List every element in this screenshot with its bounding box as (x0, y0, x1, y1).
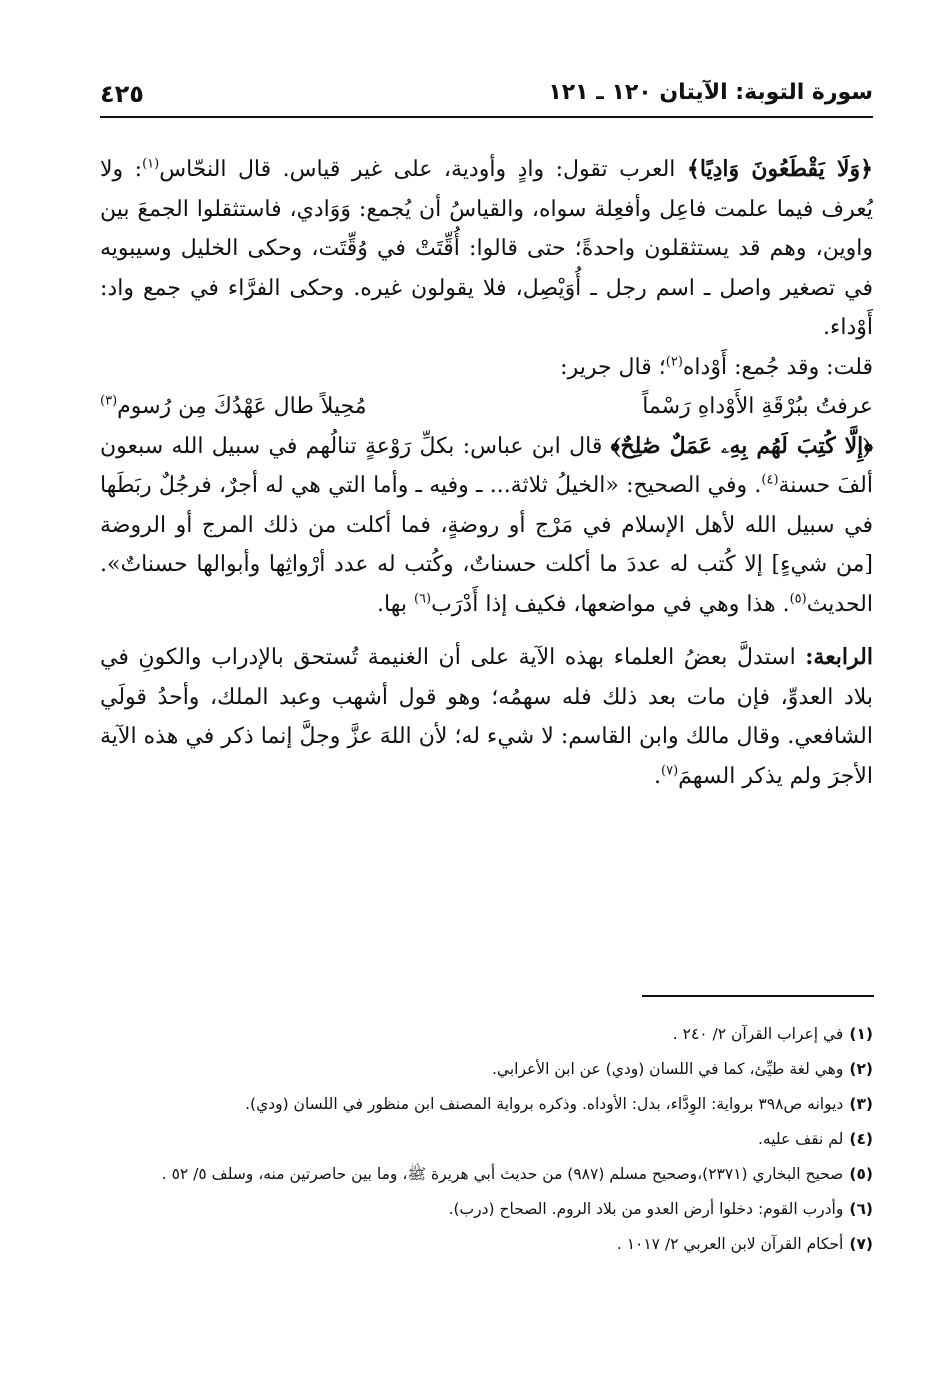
running-title: سورة التوبة: الآيتان ١٢٠ ـ ١٢١ (548, 80, 873, 105)
footnote-divider (642, 995, 874, 997)
text-span: : ولا يُعرف فيما علمت فاعِل وأفعِلة سواه، والقياسُ أن يُجمع: وَوَادي، فاستثقلوا الجمعَ بين واوين، وهم قد يستثقلون واحدةً؛ حتى قالوا: أُقِّتَتْ في وُقِّتَت، وحكى الخليل وسيبويه في تصغير واصل ـ اسم رجل ـ أُوَيْصِل، فلا يقولون غيره. وحكى الفرَّاء في جمع واد: أَوْداء. (100, 157, 873, 340)
text-span: بها. (377, 591, 414, 617)
text-span: استدلَّ بعضُ العلماء بهذه الآية على أن الغنيمة تُستحق بالإدراب والكونِ في بلاد العدوِّ، فإن مات بعد ذلك فله سهمُه؛ وهو قول أشهب وعبد الملك، وأحدُ قولَي الشافعي. وقال مالك وابن القاسم: لا شيء له؛ لأن اللهَ عزَّ وجلَّ إنما ذكر في هذه الآية الأجرَ ولم يذكر السهمَ (100, 645, 873, 789)
section-label: الرابعة: (805, 644, 873, 670)
text-span: ؛ قال جرير: (560, 354, 666, 380)
quran-quote: ﴿إِلَّا كُتِبَ لَهُم بِهِۦ عَمَلٌ صَٰلِحٌ﴾ (610, 432, 873, 459)
footnote-item: (٦)وأدرب القوم: دخلوا أرض العدو من بلاد الروم. الصحاح (درب). (448, 1200, 873, 1218)
paragraph-4 (100, 638, 873, 796)
footnote-item: (٥)صحيح البخاري (٢٣٧١)،وصحيح مسلم (٩٨٧) من حديث أبي هريرة ﷺ، وما بين حاصرتين منه، وسلف ٥/ ٥٢ . (161, 1165, 873, 1183)
verse-second-hemistich: مُحِيلاً طال عَهْدُكَ مِن رُسوم$^{(٣)}$ (100, 393, 367, 419)
text-span: قلت: وقد جُمع: أَوْداه (682, 354, 873, 380)
footnote-ref[interactable]: (٤) (761, 472, 779, 488)
text-span: العرب تقول: وادٍ وأودية، على غير قياس. قال النحّاس (159, 157, 687, 182)
footnote-item: (١)في إعراب القرآن ٢/ ٢٤٠ . (672, 1025, 873, 1043)
footnote-item: (٧)أحكام القرآن لابن العربي ٢/ ١٠١٧ . (616, 1235, 873, 1253)
footnote-ref[interactable]: (١) (142, 156, 160, 172)
text-span: . (654, 763, 661, 789)
footnote-ref[interactable]: (٧) (661, 763, 679, 779)
poetry-verse (100, 387, 873, 427)
text-span: . وفي الصحيح: «الخيلُ ثلاثة... ـ وفيه ـ وأما التي هي له أجرٌ، فرجُلٌ ربَطَها في سبيل الله لأهل الإسلام في مَرْج أو روضةٍ، فما أكلت من ذلك المرج أو الروضة [من شيءٍ] إلا كُتب له عددَ ما أكلت حسناتٌ، وكُتب له عدد أرْواثِها وأبوالها حسناتٌ». الحديث (100, 473, 873, 617)
footnote-item: (٤)لم نقف عليه. (757, 1130, 873, 1148)
footnote-ref[interactable]: (٦) (413, 591, 432, 607)
quran-quote: ﴿وَلَا يَقْطَعُونَ وَادِيًا﴾ (686, 156, 874, 182)
footnote-item: (٢)وهي لغة طيِّئ، كما في اللسان (ودي) عن ابن الأعرابي. (491, 1060, 873, 1078)
paragraph-3 (100, 427, 873, 625)
paragraph-2 (100, 348, 873, 388)
text-span: قال ابن عباس: بكلِّ رَوْعةٍ تنالُهم في سبيل الله سبعون ألفَ حسنة (100, 433, 873, 498)
main-text (100, 150, 873, 796)
page-number: ٤٢٥ (100, 80, 144, 108)
footnote-ref[interactable]: (٢) (665, 354, 683, 370)
footnote-ref[interactable]: (٣) (100, 393, 118, 409)
footnote-ref[interactable]: (٥) (789, 591, 807, 607)
page-header (100, 70, 873, 118)
paragraph-1 (100, 150, 873, 348)
verse-first-hemistich: عرفتُ ببُرْقَةِ الأَوْداهِ رَسْماً (642, 394, 873, 419)
footnote-item: (٣)ديوانه ص٣٩٨ برواية: الوِدَّاء، بدل: الأوداه. وذكره برواية المصنف ابن منظور في اللسان (ودي). (245, 1095, 873, 1113)
footnotes (100, 1020, 873, 1265)
text-span: . هذا وهي في مواضعها، فكيف إذا أَدْرَب (431, 591, 790, 617)
